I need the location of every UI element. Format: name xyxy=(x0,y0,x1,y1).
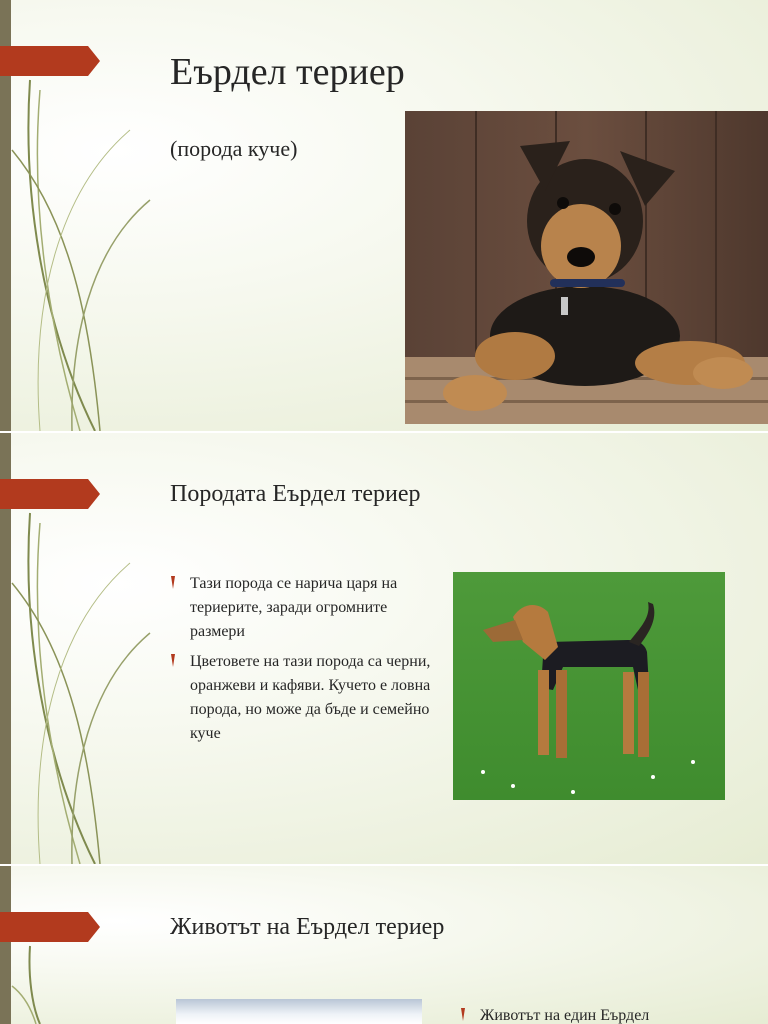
slide-subtitle: (порода куче) xyxy=(170,136,298,161)
bullet-marker-icon xyxy=(460,1008,467,1021)
bullet-text: Животът на един Еърдел xyxy=(480,1007,650,1024)
bullet-marker-icon xyxy=(170,654,177,667)
title-arrow-marker xyxy=(0,46,100,76)
title-arrow-marker xyxy=(0,479,100,509)
bullet-text: Тази порода се нарича царя на териерите, заради огромните размери xyxy=(190,575,398,640)
airedale-puppy-photo xyxy=(405,111,768,424)
bullet-item xyxy=(168,572,438,644)
bullet-list xyxy=(458,1004,758,1024)
slide-2 xyxy=(0,433,768,864)
slide-3 xyxy=(0,866,768,1024)
bullet-item xyxy=(168,650,438,746)
title-arrow-marker xyxy=(0,912,100,942)
slide-title: Еърдел териер xyxy=(170,51,405,93)
bullet-item xyxy=(458,1004,758,1024)
snow-photo xyxy=(176,999,422,1024)
bullet-list xyxy=(168,572,438,752)
bullet-marker-icon xyxy=(170,576,177,589)
slide-title: Животът на Еърдел териер xyxy=(170,914,445,940)
slide-1 xyxy=(0,0,768,431)
decorative-swirl xyxy=(0,866,170,1024)
airedale-adult-photo xyxy=(453,572,725,800)
slide-title: Породата Еърдел териер xyxy=(170,481,421,507)
bullet-text: Цветовете на тази порода са черни, оранжеви и кафяви. Кучето е ловна порода, но може да бъде и семейно куче xyxy=(190,653,431,742)
